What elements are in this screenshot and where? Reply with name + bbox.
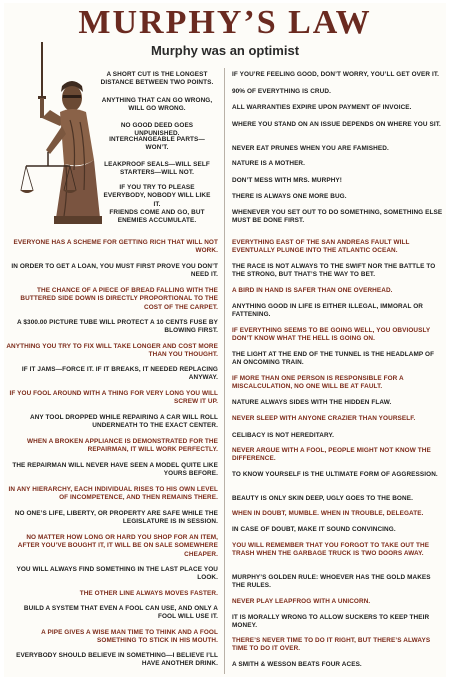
- right-law-14: IF EVERYTHING SEEMS TO BE GOING WELL, YOU OBVIOUSLY DON’T KNOW WHAT THE HELL IS GOING ON.: [232, 327, 431, 343]
- left-law-3: NO GOOD DEED GOES UNPUNISHED.: [120, 122, 194, 138]
- left-law-22: THE OTHER LINE ALWAYS MOVES FASTER.: [79, 590, 218, 597]
- lady-justice-statue-icon: [20, 40, 110, 225]
- left-law-25: EVERYBODY SHOULD BELIEVE IN SOMETHING—I BELIEVE I’LL HAVE ANOTHER DRINK.: [16, 652, 218, 668]
- poster-title: MURPHY’S LAW: [78, 4, 372, 41]
- left-law-20: NO MATTER HOW LONG OR HARD YOU SHOP FOR AN ITEM, AFTER YOU’VE BOUGHT IT, IT WILL BE ON SALE SOMEWHERE CHEAPER.: [17, 534, 218, 558]
- right-law-25: YOU WILL REMEMBER THAT YOU FORGOT TO TAKE OUT THE TRASH WHEN THE GARBAGE TRUCK IS TWO DOORS AWAY.: [232, 542, 430, 558]
- right-law-30: A SMITH & WESSON BEATS FOUR ACES.: [232, 661, 362, 668]
- right-law-24: IN CASE OF DOUBT, MAKE IT SOUND CONVINCING.: [232, 526, 396, 533]
- left-law-16: WHEN A BROKEN APPLIANCE IS DEMONSTRATED FOR THE REPAIRMAN, IT WILL WORK PERFECTLY.: [27, 438, 218, 454]
- left-law-8: EVERYONE HAS A SCHEME FOR GETTING RICH THAT WILL NOT WORK.: [13, 239, 218, 255]
- right-law-9: WHENEVER YOU SET OUT TO DO SOMETHING, SOMETHING ELSE MUST BE DONE FIRST.: [232, 209, 443, 225]
- right-law-20: NEVER ARGUE WITH A FOOL, PEOPLE MIGHT NOT KNOW THE DIFFERENCE.: [232, 447, 431, 463]
- right-law-10: EVERYTHING EAST OF THE SAN ANDREAS FAULT WILL EVENTUALLY PLUNGE INTO THE ATLANTIC OCEAN.: [232, 239, 410, 255]
- left-law-10: THE CHANCE OF A PIECE OF BREAD FALLING WITH THE BUTTERED SIDE DOWN IS DIRECTLY PROPORTIONAL TO THE COST OF THE CARPET.: [20, 287, 218, 311]
- right-law-11: THE RACE IS NOT ALWAYS TO THE SWIFT NOR THE BATTLE TO THE STRONG, BUT THAT’S THE WAY TO BET.: [232, 263, 436, 279]
- left-law-5: LEAKPROOF SEALS—WILL SELF STARTERS—WILL NOT.: [104, 161, 210, 177]
- right-law-12: A BIRD IN HAND IS SAFER THAN ONE OVERHEAD.: [232, 287, 393, 294]
- left-law-9: IN ORDER TO GET A LOAN, YOU MUST FIRST PROVE YOU DON’T NEED IT.: [11, 263, 218, 279]
- left-law-2: ANYTHING THAT CAN GO WRONG, WILL GO WRONG.: [101, 97, 213, 113]
- left-law-23: BUILD A SYSTEM THAT EVEN A FOOL CAN USE, AND ONLY A FOOL WILL USE IT.: [23, 605, 218, 621]
- right-law-19: CELIBACY IS NOT HEREDITARY.: [232, 432, 334, 439]
- right-law-28: IT IS MORALLY WRONG TO ALLOW SUCKERS TO KEEP THEIR MONEY.: [232, 614, 430, 630]
- right-law-1: IF YOU’RE FEELING GOOD, DON’T WORRY, YOU’LL GET OVER IT.: [232, 71, 440, 78]
- column-divider: [224, 68, 225, 674]
- right-law-16: IF MORE THAN ONE PERSON IS RESPONSIBLE FOR A MISCALCULATION, NO ONE WILL BE AT FAULT.: [232, 375, 404, 391]
- right-law-23: WHEN IN DOUBT, MUMBLE. WHEN IN TROUBLE, DELEGATE.: [232, 510, 424, 517]
- right-law-7: DON’T MESS WITH MRS. MURPHY!: [232, 177, 343, 184]
- right-law-29: THERE’S NEVER TIME TO DO IT RIGHT, BUT THERE’S ALWAYS TIME TO DO IT OVER.: [232, 637, 431, 653]
- left-law-19: NO ONE’S LIFE, LIBERTY, OR PROPERTY ARE SAFE WHILE THE LEGISLATURE IS IN SESSION.: [14, 510, 218, 526]
- left-law-18: IN ANY HIERARCHY, EACH INDIVIDUAL RISES TO HIS OWN LEVEL OF INCOMPETENCE, AND THEN REMAINS THERE.: [8, 486, 218, 502]
- left-law-12: ANYTHING YOU TRY TO FIX WILL TAKE LONGER AND COST MORE THAN YOU THOUGHT.: [6, 343, 218, 359]
- poster-subtitle: Murphy was an optimist: [150, 43, 300, 58]
- left-law-17: THE REPAIRMAN WILL NEVER HAVE SEEN A MODEL QUITE LIKE YOURS BEFORE.: [12, 462, 218, 478]
- left-law-21: YOU WILL ALWAYS FIND SOMETHING IN THE LAST PLACE YOU LOOK.: [16, 566, 218, 582]
- left-law-7: FRIENDS COME AND GO, BUT ENEMIES ACCUMULATE.: [109, 209, 205, 225]
- right-law-15: THE LIGHT AT THE END OF THE TUNNEL IS THE HEADLAMP OF AN ONCOMING TRAIN.: [232, 351, 435, 367]
- right-law-17: NATURE ALWAYS SIDES WITH THE HIDDEN FLAW.: [232, 399, 392, 406]
- right-law-3: ALL WARRANTIES EXPIRE UPON PAYMENT OF INVOICE.: [232, 104, 412, 111]
- left-law-4: INTERCHANGEABLE PARTS— WON’T.: [109, 136, 205, 152]
- right-law-13: ANYTHING GOOD IN LIFE IS EITHER ILLEGAL, IMMORAL OR FATTENING.: [232, 303, 424, 319]
- left-law-6: IF YOU TRY TO PLEASE EVERYBODY, NOBODY WILL LIKE IT.: [103, 184, 211, 208]
- right-law-5: NEVER EAT PRUNES WHEN YOU ARE FAMISHED.: [232, 145, 389, 152]
- right-law-27: NEVER PLAY LEAPFROG WITH A UNICORN.: [232, 598, 371, 605]
- right-law-22: BEAUTY IS ONLY SKIN DEEP, UGLY GOES TO THE BONE.: [232, 495, 413, 502]
- left-law-14: IF YOU FOOL AROUND WITH A THING FOR VERY LONG YOU WILL SCREW IT UP.: [9, 390, 218, 406]
- left-law-15: ANY TOOL DROPPED WHILE REPAIRING A CAR WILL ROLL UNDERNEATH TO THE EXACT CENTER.: [29, 414, 218, 430]
- right-law-2: 90% OF EVERYTHING IS CRUD.: [232, 88, 331, 95]
- left-law-13: IF IT JAMS—FORCE IT. IF IT BREAKS, IT NEEDED REPLACING ANYWAY.: [21, 366, 218, 382]
- left-law-11: A $300.00 PICTURE TUBE WILL PROTECT A 10 CENTS FUSE BY BLOWING FIRST.: [17, 319, 218, 335]
- right-law-21: TO KNOW YOURSELF IS THE ULTIMATE FORM OF AGGRESSION.: [232, 471, 438, 478]
- right-law-6: NATURE IS A MOTHER.: [232, 160, 306, 167]
- right-law-26: MURPHY’S GOLDEN RULE: WHOEVER HAS THE GOLD MAKES THE RULES.: [232, 574, 431, 590]
- right-law-18: NEVER SLEEP WITH ANYONE CRAZIER THAN YOURSELF.: [232, 415, 416, 422]
- right-law-4: WHERE YOU STAND ON AN ISSUE DEPENDS ON WHERE YOU SIT.: [232, 121, 441, 128]
- left-law-1: A SHORT CUT IS THE LONGEST DISTANCE BETWEEN TWO POINTS.: [100, 71, 214, 87]
- left-law-24: A PIPE GIVES A WISE MAN TIME TO THINK AND A FOOL SOMETHING TO STICK IN HIS MOUTH.: [41, 629, 218, 645]
- right-law-8: THERE IS ALWAYS ONE MORE BUG.: [232, 193, 347, 200]
